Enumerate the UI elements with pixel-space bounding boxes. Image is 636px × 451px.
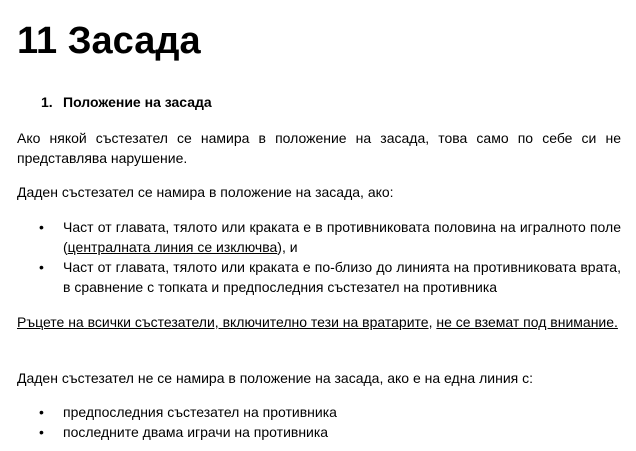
- paragraph-3: [17, 312, 621, 332]
- bullet-icon: •: [39, 219, 44, 235]
- list-item-underlined: централната линия се изключва: [67, 239, 278, 255]
- list-item: [17, 217, 621, 257]
- bullet-icon: •: [39, 424, 44, 440]
- list-item-text-before: Част от главата, тялото или краката е в противниковата половина на игралното поле (: [63, 219, 621, 255]
- paragraph-3-part1: Ръцете на всички състезатели, включително тези на вратарите: [17, 314, 429, 330]
- paragraph-1: Ако някой състезател се намира в положение на засада, това само по себе си не представлява нарушение.: [17, 130, 621, 166]
- list-item-text: последните двама играчи на противника: [63, 424, 329, 440]
- list-item-text: предпоследния състезател на противника: [63, 404, 337, 420]
- list-item: [17, 422, 621, 442]
- chapter-heading: 11 Засада: [17, 20, 201, 62]
- paragraph-3-part2: не се вземат под внимание.: [436, 314, 618, 330]
- section-number: 1.: [41, 94, 53, 110]
- bullet-icon: •: [39, 404, 44, 420]
- list-item: [17, 257, 621, 297]
- offside-conditions-list: [17, 217, 621, 297]
- bullet-icon: •: [39, 259, 44, 275]
- not-offside-list: [17, 402, 621, 442]
- paragraph-2: Даден състезател се намира в положение на засада, ако:: [17, 184, 394, 200]
- list-item-text: Част от главата, тялото или краката е по-близо до линията на противниковата врата, в сравнение с топката и предпоследния състезател на противника: [63, 259, 621, 295]
- paragraph-4: Даден състезател не се намира в положение на засада, ако е на една линия с:: [17, 370, 534, 386]
- list-item-text-after: ), и: [277, 239, 298, 255]
- paragraph-3-sep: ,: [428, 314, 437, 330]
- section-heading: [41, 93, 212, 111]
- list-item: [17, 402, 621, 422]
- section-title: Положение на засада: [63, 94, 212, 110]
